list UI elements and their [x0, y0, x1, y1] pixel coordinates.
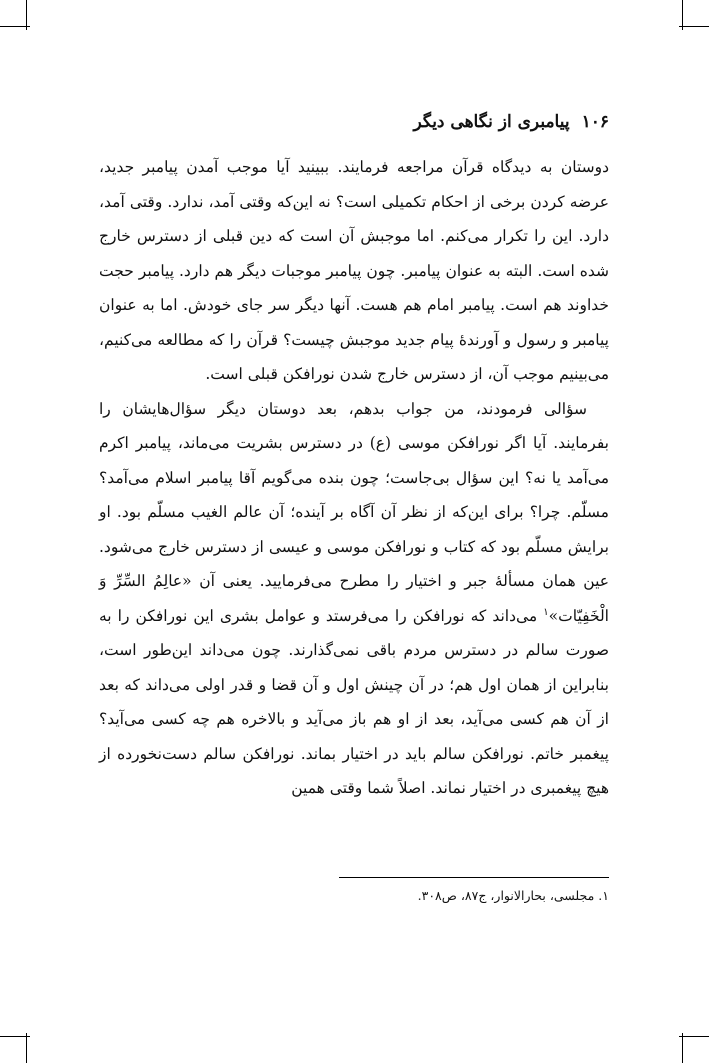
paragraph	[99, 392, 609, 806]
crop-mark-top-left-horizontal	[0, 26, 30, 27]
footnote-marker: ۱	[543, 606, 549, 618]
footnote-separator	[339, 877, 609, 878]
paragraph-text: می‌داند که نورافکن را می‌فرستد و عوامل بشری این نورافکن را به صورت سالم در دسترس مردم باقی نمی‌گذارند. چون می‌داند این‌طور است، بنابراین از همان اول هم؛ در آن چینش اول و آن قضا و قدر اولی می‌داند که بعد از آن هم کسی می‌آید، بعد از او هم باز می‌آید و بالاخره هم چه کسی می‌آید؟ پیغمبر خاتم. نورافکن سالم باید در اختیار بماند. نورافکن سالم دست‌نخورده از هیچ پیغمبری در اختیار نماند. اصلاً شما وقتی همین	[99, 606, 609, 797]
page-number: ۱۰۶	[581, 112, 609, 132]
footnote: ۱. مجلسی، بحارالانوار، ج۸۷، ص۳۰۸.	[417, 888, 609, 903]
crop-mark-top-right-horizontal	[679, 26, 709, 27]
body-text	[99, 150, 609, 806]
paragraph: دوستان به دیدگاه قرآن مراجعه فرمایند. ببینید آیا موجب آمدن پیامبر جدید، عرضه کردن برخی از احکام تکمیلی است؟ نه این‌که وقتی آمد، ندارد. وقتی آمد، دارد. این را تکرار می‌کنم. اما موجبش آن است که دین قبلی از دسترس خارج شده است. البته به عنوان پیامبر. چون پیامبر موجبات دیگر هم دارد. پیامبر حجت خداوند هم است. پیامبر امام هم هست. آنها دیگر سر جای خودش. اما به عنوان پیامبر و رسول و آورندهٔ پیام جدید موجبش چیست؟ قرآن را که مطالعه می‌کنیم، می‌بینیم موجب آن، از دسترس خارج شدن نورافکن قبلی است.	[99, 158, 609, 383]
crop-mark-bottom-right-horizontal	[679, 1036, 709, 1037]
crop-mark-bottom-right-vertical	[682, 1033, 683, 1063]
crop-mark-bottom-left-vertical	[26, 1033, 27, 1063]
book-title: پیامبری از نگاهی دیگر	[413, 112, 570, 132]
paragraph-text: سؤالی فرمودند، من جواب بدهم، بعد دوستان دیگر سؤال‌هایشان را بفرمایند. آیا اگر نورافکن موسی (ع) در دسترس بشریت می‌ماند، پیامبر اکرم می‌آمد یا نه؟ این سؤال بی‌جاست؛ چون بنده می‌گویم آقا پیامبر اسلام می‌آمد؟ مسلّم. چرا؟ برای این‌که از نظر آن آگاه بر آینده؛ آن عالم الغیب مسلّم بود. او برایش مسلّم بود که کتاب و نورافکن موسی و عیسی از دسترس خارج می‌شود. عین همان مسألهٔ جبر و اختیار را مطرح می‌فرمایید. یعنی آن «عالِمُ السِّرِّ وَ الْخَفِیّات»	[99, 399, 609, 625]
running-header	[100, 108, 609, 136]
crop-mark-bottom-left-horizontal	[0, 1036, 30, 1037]
